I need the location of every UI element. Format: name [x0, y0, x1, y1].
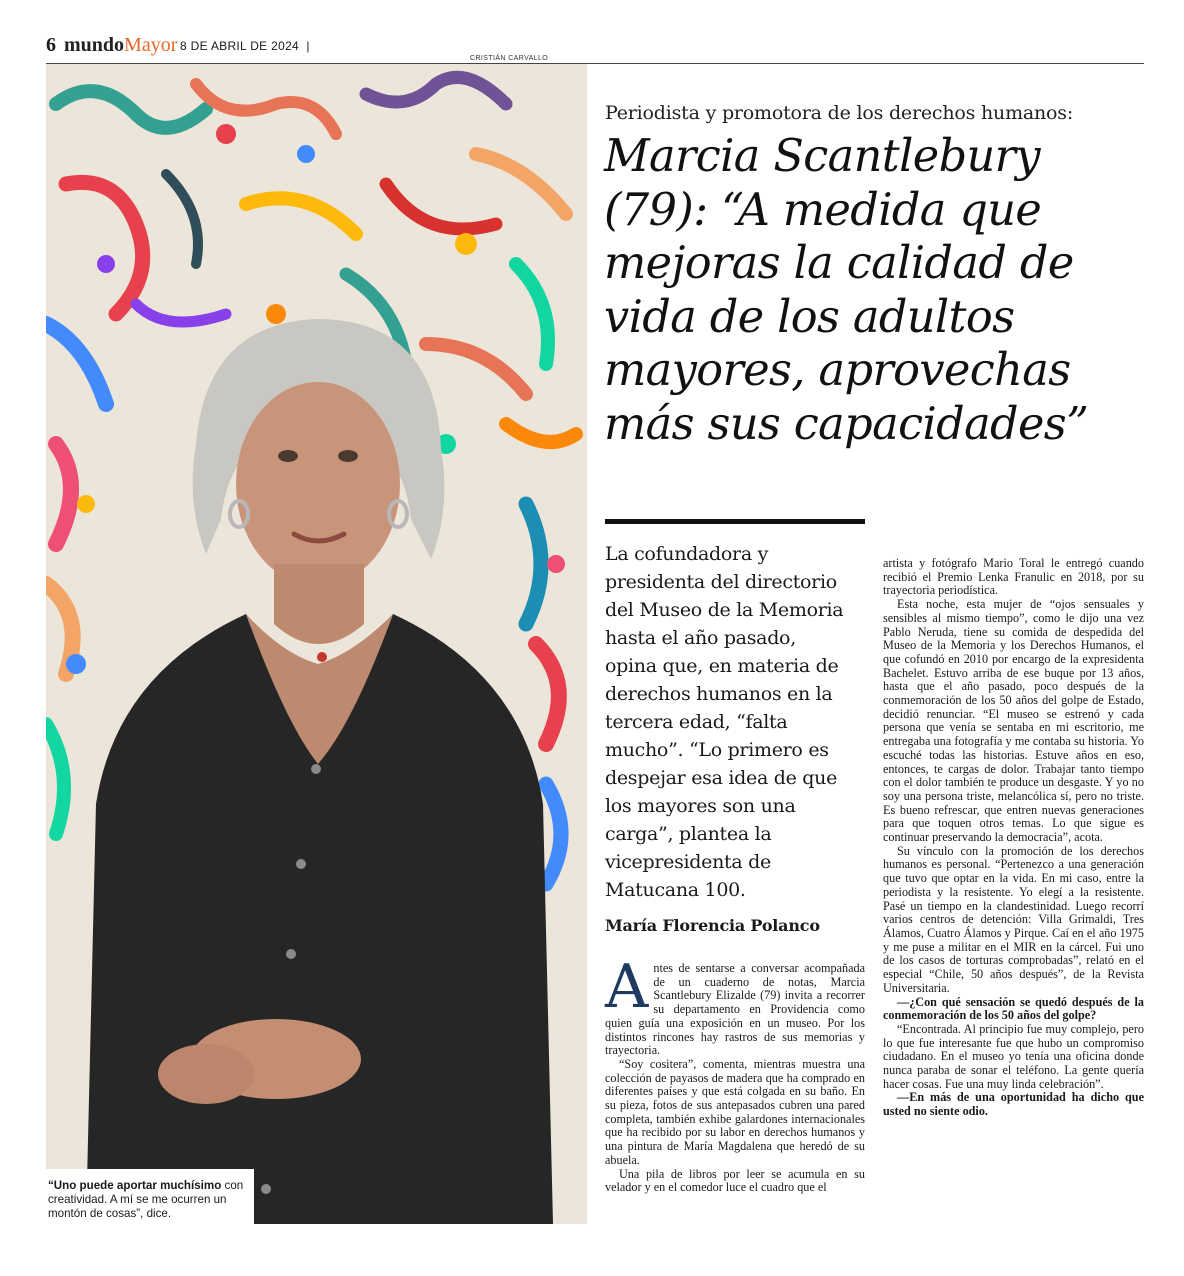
body-paragraph: artista y fotógrafo Mario Toral le entregó cuando recibió el Premio Lenka Franulic en 2018, por su trayectoria periodística. — [883, 556, 1144, 598]
body-paragraph — [605, 952, 865, 1058]
body-paragraph: Esta noche, esta mujer de “ojos sensuales y sensibles al mismo tiempo”, como le dijo una vez Pablo Neruda, tiene su comida de despedida del Museo de la Memoria y los Derechos Humanos, el que cofundó en 2010 por encargo de la expresidenta Bachelet. Estuvo arriba de ese buque por 13 años, hasta que el año pasado, poco después de la conmemoración de los 50 años del golpe de Estado, decidió renunciar. “El museo se estrenó y cada persona que venía se sentaba en mi escritorio, me entregaba una fotografía y me contaba su historia. Yo escuché todas las historias. Estuve años en eso, entonces, te cargas de dolor. Trabajar tanto tiempo con el dolor también te produce un desgaste. Y yo no soy una persona triste, melancólica sí, pero no triste. Es bueno refrescar, que entren nuevas generaciones para que toquen otros temas. Lo que sigue es continuar preservando la democracia”, acota. — [883, 597, 1144, 845]
article-dek — [605, 540, 867, 904]
headline-line: mejoras la calidad de — [604, 237, 1074, 289]
brand-part-2: Mayor — [124, 34, 178, 56]
dek-line: del Museo de la Memoria — [605, 599, 844, 621]
dek-line: derechos humanos en la — [605, 683, 833, 705]
headline-line: Marcia Scantlebury — [604, 130, 1040, 182]
portrait-illustration — [46, 64, 587, 1224]
dek-line: vicepresidenta de — [605, 851, 771, 873]
body-paragraph: Una pila de libros por leer se acumula en su velador y en el comedor luce el cuadro que el — [605, 1166, 865, 1195]
caption-lead: “Uno puede aportar muchísimo — [48, 1179, 222, 1192]
dek-line: Matucana 100. — [605, 879, 746, 901]
dek-line: tercera edad, “falta — [605, 711, 788, 733]
headline-line: (79): “A medida que — [604, 183, 1042, 236]
interview-question: —En más de una oportunidad ha dicho que usted no siente odio. — [883, 1090, 1144, 1119]
caption-text: con creatividad. A mí se me ocurren un montón de cosas”, dice. — [48, 1179, 244, 1220]
byline: María Florencia Polanco — [605, 916, 820, 935]
brand-part-1: mundo — [64, 34, 125, 56]
header-separator: | — [306, 39, 310, 53]
body-paragraph: “Soy cositera”, comenta, mientras muestra una colección de payasos de madera que ha comprado en diferentes países y que está colgada en su baño. En su pieza, fotos de sus antepasados cubren una pared completa, también exhibe galardones internacionales que ha recibido por su labor en derechos humanos y una pintura de María Magdalena que heredó de su abuela. — [605, 1056, 865, 1167]
issue-date — [180, 39, 310, 53]
page-header — [46, 34, 1144, 60]
headline-line: más sus capacidades” — [604, 397, 1089, 450]
paragraph-text: ntes de sentarse a conversar acompañada de un cuaderno de notas, Marcia Scantlebury Elizalde (79) invita a recorrer su departamento en Providencia como quien guía una exposición en un museo. Por los distintos rincones hay rastros de sus memorias y trayectoria. — [605, 961, 865, 1058]
drop-cap: A — [605, 952, 649, 1022]
page-number: 6 — [46, 34, 56, 56]
dek-line: La cofundadora y — [605, 543, 769, 565]
body-column-left — [605, 952, 865, 1195]
dek-line: mucho”. “Lo primero es — [605, 739, 829, 761]
interview-answer: “Encontrada. Al principio fue muy complejo, pero lo que fue interesante fue que hubo un compromiso ciudadano. En el museo yo tenía una oficina donde nunca paraba de sonar el teléfono. La gente quería hacer cosas. Fue una muy linda celebración”. — [883, 1021, 1144, 1091]
article-headline — [604, 130, 1144, 451]
headline-line: mayores, aprovechas — [604, 344, 1071, 396]
body-column-right — [883, 557, 1144, 1119]
dek-line: hasta el año pasado, — [605, 627, 796, 649]
photo-credit: CRISTIÁN CARVALLO — [470, 55, 549, 62]
headline-line: vida de los adultos — [604, 290, 1015, 343]
dek-line: opina que, en materia de — [605, 655, 839, 677]
interview-question: —¿Con qué sensación se quedó después de la conmemoración de los 50 años del golpe? — [883, 994, 1144, 1023]
portrait-photo — [46, 64, 587, 1224]
issue-date-text: 8 DE ABRIL DE 2024 — [180, 39, 300, 53]
article-kicker: Periodista y promotora de los derechos humanos: — [605, 102, 1074, 124]
section-brand-logo — [64, 34, 177, 57]
photo-caption — [46, 1169, 254, 1224]
dek-line: presidenta del directorio — [605, 571, 837, 593]
dek-line: despejar esa idea de que — [605, 767, 838, 789]
body-paragraph: Su vínculo con la promoción de los derechos humanos es personal. “Pertenezco a una generación que tuvo que optar en la vida. En mi caso, entre la periodista y la resistente. Yo elegí a la resistente. Pasé un tiempo en la clandestinidad. Luego recorrí varios centros de detención: Villa Grimaldi, Tres Álamos, Cuatro Álamos y Pirque. Caí en el año 1975 y me puse a militar en el MIR en la cárcel. Fui uno de los casos de torturas comprobadas”, relató en el especial “Chile, 50 años después”, de la Revista Universitaria. — [883, 843, 1144, 995]
dek-line: los mayores son una — [605, 795, 796, 817]
dek-line: carga”, plantea la — [605, 823, 772, 845]
dek-rule — [605, 519, 865, 524]
